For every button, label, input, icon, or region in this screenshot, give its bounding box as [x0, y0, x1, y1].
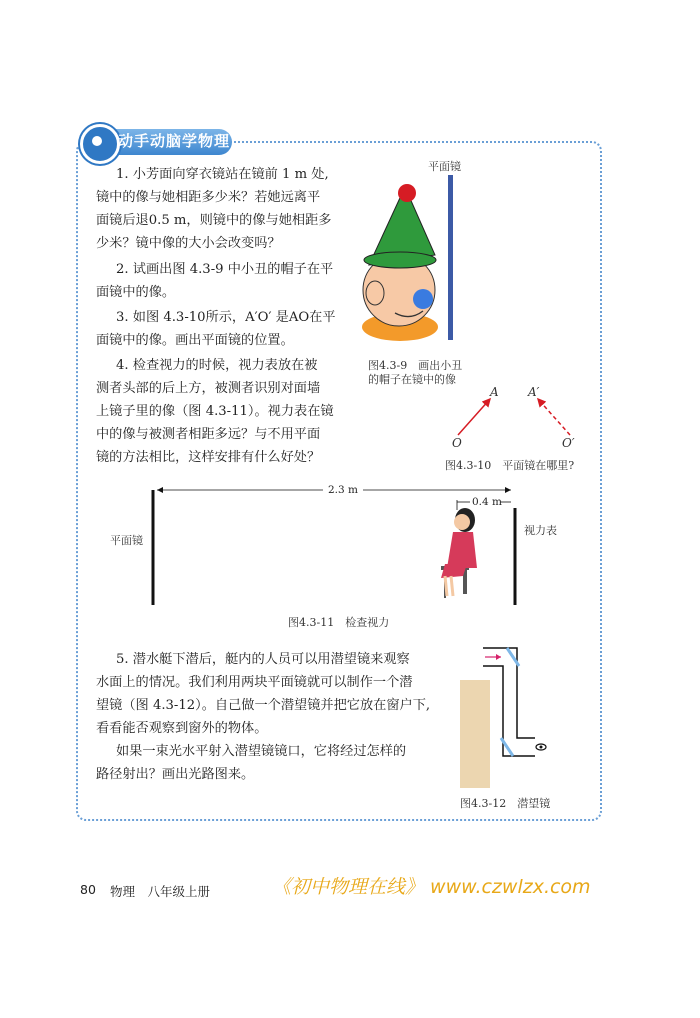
question-3-line: 面镜中的像。画出平面镜的位置。 [96, 333, 294, 348]
clown-figure [355, 175, 475, 345]
page-number: 80 [80, 882, 96, 897]
fig439-mirror-label: 平面镜 [428, 160, 461, 173]
fig4311-chart-label: 视力表 [524, 524, 557, 537]
question-1-line: 1. 小芳面向穿衣镜站在镜前 1 m 处, [116, 167, 329, 182]
question-1-line: 面镜后退0.5 m，则镜中的像与她相距多 [96, 213, 332, 228]
fig4311-mirror-label: 平面镜 [110, 534, 143, 547]
clown-nose [413, 289, 433, 309]
question-1-line: 少米？镜中像的大小会改变吗？ [96, 236, 281, 251]
question-5-line: 5. 潜水艇下潜后，艇内的人员可以用潜望镜来观察 [116, 652, 410, 667]
arrow-A2O2 [538, 399, 570, 435]
fig4310-caption: 图4.3-10 平面镜在哪里? [445, 459, 575, 472]
site-watermark: 《初中物理在线》 www.czwlzx.com [272, 876, 591, 898]
hat-pompom [398, 184, 416, 202]
periscope-outer [483, 648, 535, 738]
question-4-line: 上镜子里的像（图 4.3-11）。视力表在镜 [96, 404, 334, 419]
question-4-line: 4. 检查视力的时候，视力表放在被 [116, 358, 318, 373]
question-5-line: 看看能否观察到窗外的物体。 [96, 721, 268, 736]
book-title: 物理 八年级上册 [110, 884, 211, 899]
fig4311-caption: 图4.3-11 检查视力 [288, 616, 390, 629]
question-5-line: 望镜（图 4.3-12）。自己做一个潜望镜并把它放在窗户下, [96, 698, 431, 713]
arrow-AO [458, 399, 490, 435]
question-2-line: 面镜中的像。 [96, 285, 176, 300]
question-2-line: 2. 试画出图 4.3-9 中小丑的帽子在平 [116, 262, 334, 277]
fig4312-caption: 图4.3-12 潜望镜 [460, 797, 551, 810]
question-5b-line: 如果一束光水平射入潜望镜镜口，它将经过怎样的 [116, 744, 407, 759]
section-title: 动手动脑学物理 [118, 132, 231, 150]
question-3-line: 3. 如图 4.3-10所示，A′O′ 是AO在平 [116, 310, 336, 325]
label-O: O [452, 436, 462, 450]
seated-girl [441, 508, 477, 598]
question-1-line: 镜中的像与她相距多少米？若她远离平 [96, 190, 321, 205]
clown-ear [366, 281, 384, 305]
distance-2-3m: 2.3 m [328, 484, 358, 496]
periscope-inner [483, 666, 535, 756]
periscope-figure [455, 640, 565, 790]
question-4-line: 中的像与被测者相距多远？与不用平面 [96, 427, 321, 442]
label-A: A [490, 385, 499, 399]
banner-dot-icon [92, 136, 102, 146]
label-O-prime: O′ [562, 436, 575, 450]
question-4-line: 镜的方法相比，这样安排有什么好处？ [96, 450, 321, 465]
fig439-caption: 图4.3-9 画出小丑 [368, 359, 463, 372]
mirror-bar [448, 175, 453, 340]
question-5-line: 水面上的情况。我们利用两块平面镜就可以制作一个潜 [96, 675, 413, 690]
question-5b-line: 路径射出？画出光路图来。 [96, 767, 255, 782]
question-4-line: 测者头部的后上方，被测者识别对面墙 [96, 381, 321, 396]
distance-0-4m: 0.4 m [472, 496, 502, 508]
label-A-prime: A′ [528, 385, 540, 399]
fig439-caption: 的帽子在镜中的像 [368, 373, 456, 386]
window-wall [460, 680, 490, 788]
